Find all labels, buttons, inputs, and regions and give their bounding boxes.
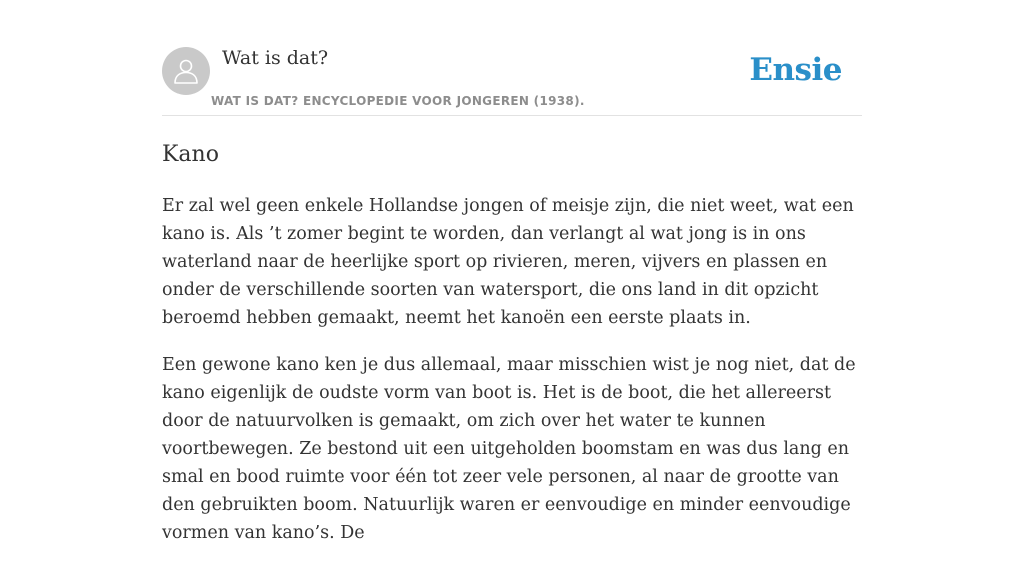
source-avatar[interactable] (162, 47, 210, 95)
ensie-logo-link[interactable]: Ensie (749, 52, 842, 88)
article-paragraph: Er zal wel geen enkele Hollandse jongen of meisje zijn, die niet weet, wat een kano is. Als ’t zomer begint te worden, dan verlangt al wat jong is in ons waterland naar de heerlijke sport op rivieren, meren, vijvers en plassen en onder de verschillende soorten van watersport, die ons land in dit opzicht beroemd hebben gemaakt, neemt het kanoën een eerste plaats in. (162, 196, 854, 328)
source-header (162, 46, 862, 116)
user-icon (171, 56, 201, 86)
article-paragraph: Een gewone kano ken je dus allemaal, maar misschien wist je nog niet, dat de kano eigenlijk de oudste vorm van boot is. Het is de boot, die het allereerst door de natuurvolken is gemaakt, om zich over het water te kunnen voortbewegen. Ze bestond uit een uitgeholden boomstam en was dus lang en smal en bood ruimte voor één tot zeer vele personen, al naar de grootte van den gebruikten boom. Natuurlijk waren er eenvoudige en minder eenvoudige vormen van kano’s. De (162, 355, 856, 543)
source-title[interactable]: Wat is dat? (222, 47, 329, 69)
source-subtitle: WAT IS DAT? ENCYCLOPEDIE VOOR JONGEREN (1938). (211, 94, 585, 108)
article-body (162, 192, 862, 566)
article-title: Kano (162, 142, 219, 167)
